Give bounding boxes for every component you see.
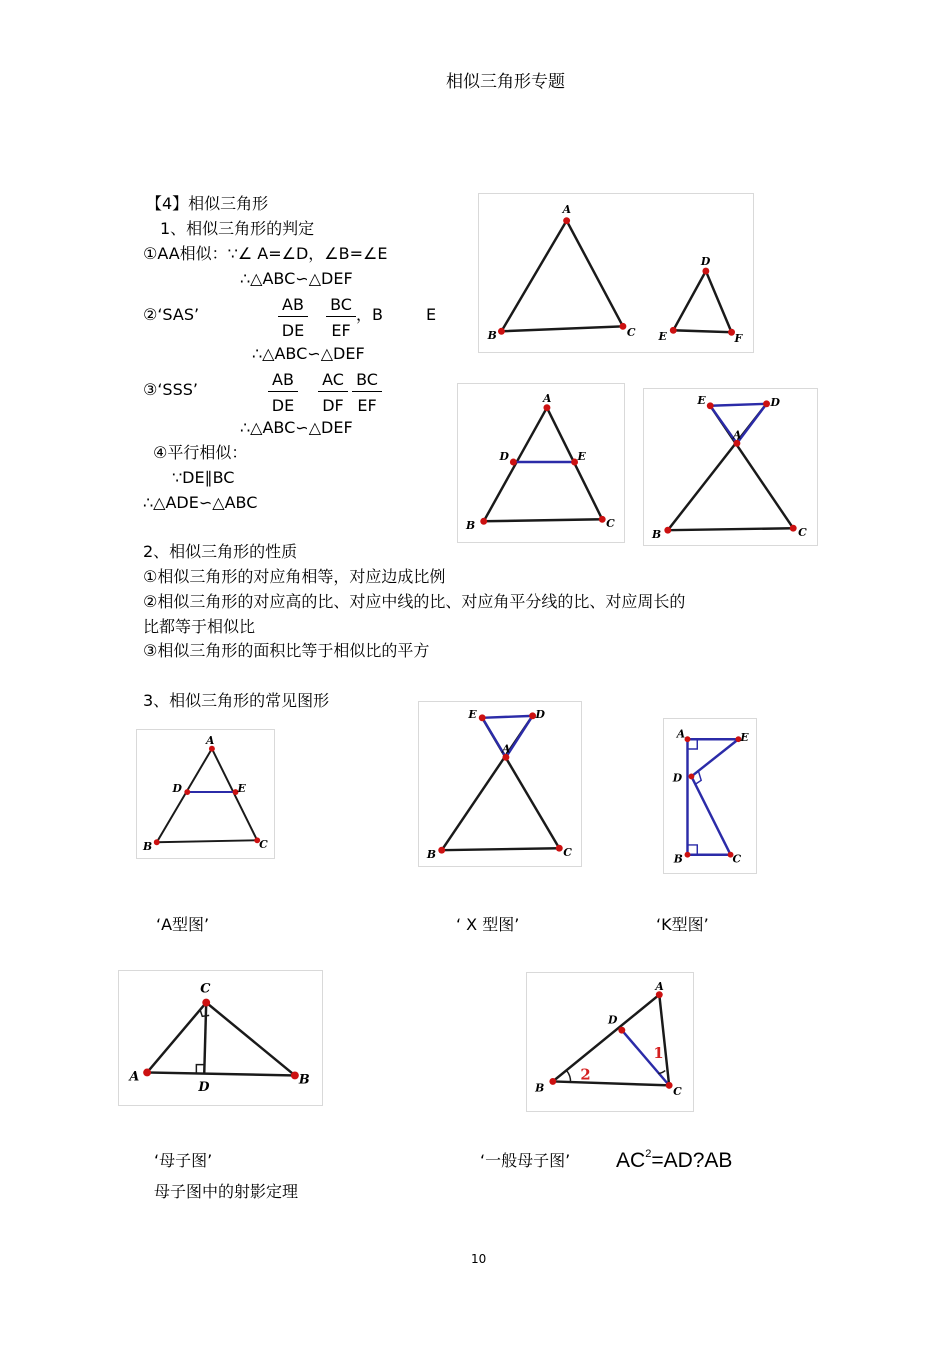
sas-fraction-1 [278, 297, 308, 339]
vertex-label-d: D [700, 255, 711, 269]
figure-parallel-a-shape [457, 383, 625, 543]
sss-label: ③‘SSS’ [143, 380, 198, 399]
vertex-label-c: C [626, 326, 636, 340]
vertex-label-a: A [205, 733, 215, 747]
figure-x-shape [418, 701, 582, 867]
caption-x-shape: ‘ X 型图’ [456, 915, 520, 934]
subheading-figures: 3、相似三角形的常见图形 [143, 691, 330, 710]
figure-x-shape-large [643, 388, 818, 546]
fraction-denominator: EF [357, 396, 377, 415]
vertex-label-b: B [426, 848, 437, 862]
figure-similar-triangles [478, 193, 754, 353]
vertex-label-e: E [577, 450, 586, 464]
angle-label-1: 1 [653, 1044, 664, 1062]
fraction-denominator: DE [281, 321, 305, 340]
vertex-label-a: A [676, 727, 686, 741]
fraction-numerator: AB [268, 372, 298, 392]
vertex-label-d: D [770, 395, 780, 409]
fraction-denominator: DF [322, 396, 344, 415]
vertex-label-b: B [535, 1081, 545, 1095]
fraction-numerator: BC [326, 297, 356, 317]
vertex-label-e: E [468, 707, 477, 721]
fraction-numerator: AB [278, 297, 308, 317]
sas-fraction-2 [326, 297, 356, 339]
caption-mother-child: ‘母子图’ [154, 1151, 213, 1170]
aa-conclusion: ∴△ABC∽△DEF [240, 269, 353, 288]
vertex-label-d: D [672, 771, 683, 785]
caption-general-mother-child: ‘一般母子图’ [480, 1151, 571, 1170]
subheading-properties: 2、相似三角形的性质 [143, 542, 298, 561]
property-3: ③相似三角形的面积比等于相似比的平方 [143, 641, 430, 660]
subheading-criteria: 1、相似三角形的判定 [160, 219, 315, 238]
caption-k-shape: ‘K型图’ [656, 915, 709, 934]
sas-angle-b: ，B [356, 305, 383, 324]
formula-base: AC [616, 1149, 646, 1172]
parallel-conclusion: ∴△ADE∽△ABC [143, 493, 258, 512]
sas-angle-e: E [426, 305, 437, 324]
vertex-label-c: C [200, 981, 211, 997]
section-heading: 【4】相似三角形 [146, 194, 269, 213]
sss-fraction-2 [318, 372, 348, 414]
property-1: ①相似三角形的对应角相等，对应边成比例 [143, 567, 446, 586]
figure-k-shape [663, 718, 757, 874]
fraction-numerator: AC [318, 372, 348, 392]
vertex-label-a: A [542, 391, 552, 405]
vertex-label-d: D [499, 450, 509, 464]
vertex-label-c: C [259, 838, 268, 852]
sas-label: ②‘SAS’ [143, 305, 200, 324]
figure-a-shape [136, 729, 275, 859]
parallel-condition: ∵DE∥BC [172, 468, 235, 487]
vertex-label-d: D [198, 1080, 210, 1096]
vertex-label-a: A [562, 202, 572, 216]
vertex-label-e: E [237, 782, 246, 796]
property-2-line-1: ②相似三角形的对应高的比、对应中线的比、对应角平分线的比、对应周长的 [143, 592, 686, 611]
vertex-label-b: B [673, 852, 683, 866]
vertex-label-c: C [563, 846, 572, 860]
fraction-numerator: BC [352, 372, 382, 392]
angle-label-2: 2 [580, 1066, 591, 1084]
vertex-label-c: C [732, 852, 742, 866]
vertex-label-b: B [652, 528, 662, 542]
vertex-label-e: E [697, 393, 706, 407]
vertex-label-b: B [465, 519, 476, 533]
sss-fraction-3 [352, 372, 382, 414]
vertex-label-a: A [501, 742, 511, 756]
sss-conclusion: ∴△ABC∽△DEF [240, 418, 353, 437]
vertex-label-a: A [655, 979, 664, 993]
page-title: 相似三角形专题 [446, 72, 565, 92]
vertex-label-d: D [535, 707, 545, 721]
vertex-label-c: C [673, 1085, 682, 1099]
vertex-label-c: C [606, 517, 615, 531]
vertex-label-b: B [142, 840, 153, 854]
figure-general-mother-child [526, 972, 694, 1112]
fraction-denominator: DE [271, 396, 295, 415]
formula-rest: =AD?AB [651, 1149, 733, 1172]
vertex-label-c: C [798, 526, 807, 540]
vertex-label-a: A [129, 1069, 140, 1085]
projection-formula [616, 1150, 732, 1171]
page-number: 10 [471, 1252, 487, 1266]
projection-theorem: 母子图中的射影定理 [154, 1182, 299, 1201]
vertex-label-e: E [740, 731, 749, 745]
fraction-denominator: EF [331, 321, 351, 340]
vertex-label-e: E [658, 330, 667, 344]
vertex-label-b: B [487, 329, 497, 343]
vertex-label-b: B [298, 1072, 310, 1088]
sas-conclusion: ∴△ABC∽△DEF [252, 344, 365, 363]
property-2-line-2: 比都等于相似比 [143, 617, 256, 636]
caption-a-shape: ‘A型图’ [156, 915, 210, 934]
vertex-label-d: D [608, 1013, 618, 1027]
vertex-label-a: A [732, 428, 742, 442]
vertex-label-d: D [172, 782, 182, 796]
aa-condition: ①AA相似：∵∠ A=∠D，∠B=∠E [143, 244, 388, 263]
sss-fraction-1 [268, 372, 298, 414]
parallel-label: ④平行相似： [153, 443, 248, 462]
formula-exponent: 2 [645, 1148, 652, 1160]
figure-mother-child [118, 970, 323, 1106]
vertex-label-f: F [734, 332, 743, 346]
